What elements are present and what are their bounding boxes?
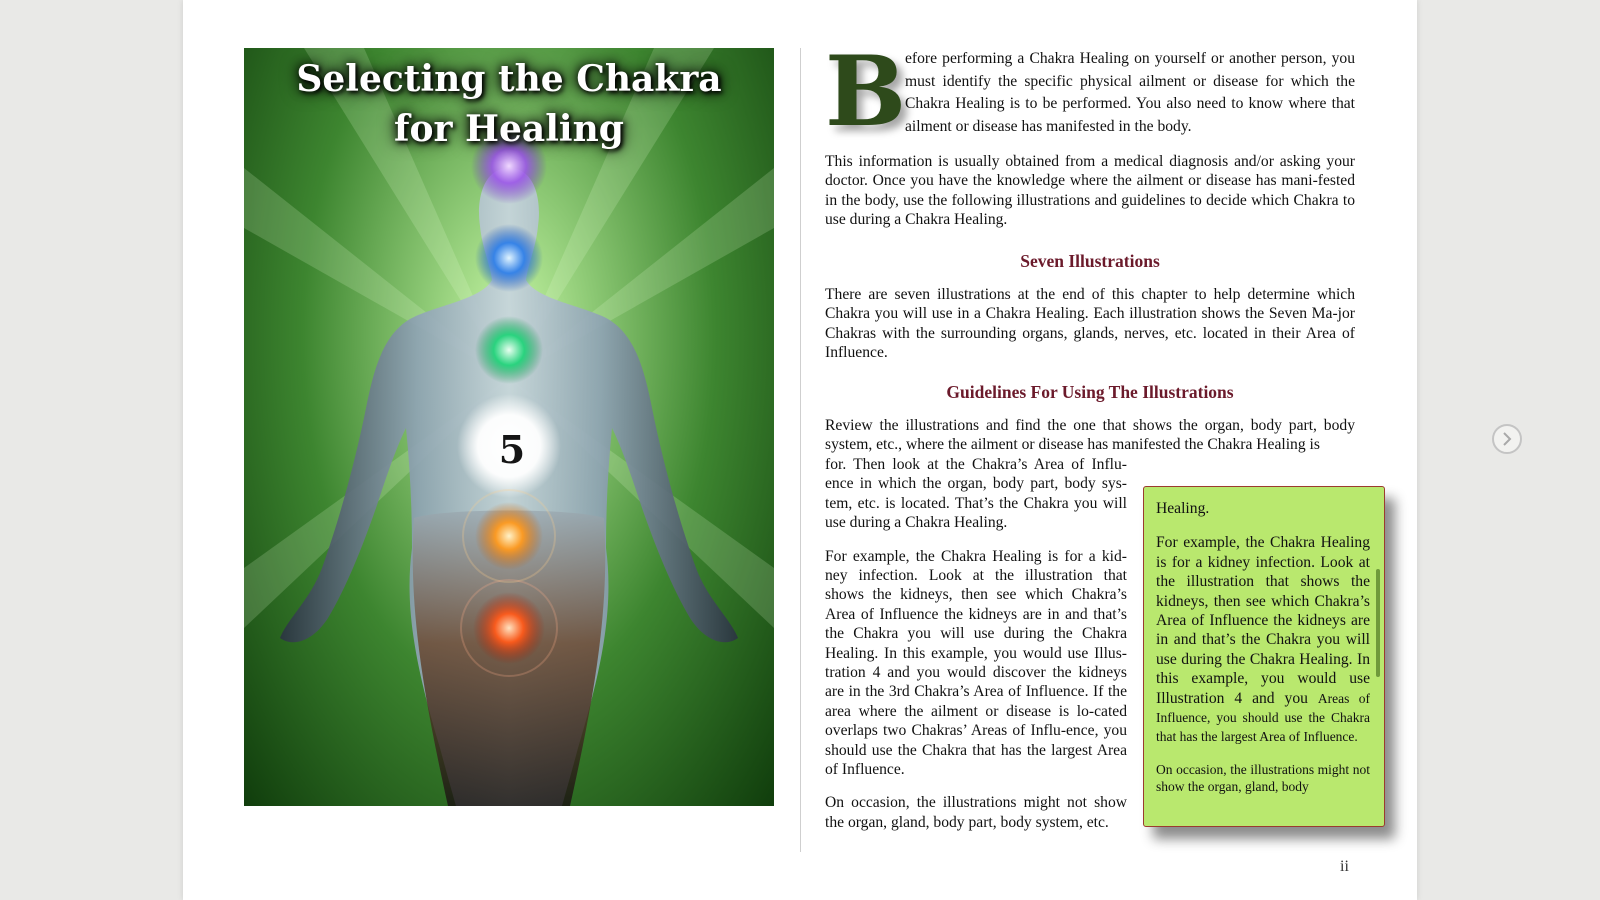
paragraph-6: On occasion, the illustrations might not show the organ, gland, body part, body system, etc. [825, 794, 1127, 831]
paragraph-3: There are seven illustrations at the end of this chapter to help determine which Chakra you will use in a Chakra Healing. Each illustration shows the Seven Ma-jor Chakras with the surrounding organs, glands, nerves, etc. located in their Area of Influence. [825, 286, 1355, 362]
note-content [1156, 499, 1370, 795]
note-paragraph-1-small: Areas of Influence, you should use the Chakra that has the largest Area of Influence. [1156, 690, 1370, 745]
cover-title [244, 54, 774, 154]
paragraph-4-continued: for. Then look at the Chakra’s Area of Influ-ence in which the organ, body part, body sys-tem, etc. is located. That’s the Chakra you will use during a Chakra Healing. [825, 455, 1127, 532]
intro-text: efore performing a Chakra Healing on yourself or another person, you must identify the specific physical ailment or disease for which the Chakra Healing is to be performed. You also need to know where that ailment or disease has manifested in the body. [905, 50, 1355, 135]
note-paragraph-1 [1156, 533, 1370, 746]
heading-guidelines: Guidelines For Using The Illustrations [946, 381, 1234, 402]
note-paragraph-1-text: For example, the Chakra Healing is for a kidney infection. Look at the illustration that shows the kidneys, then see which Chakra’s Area of Influence the kidneys are in and that’s the Chakra you will use during the Chakra Healing. In this example, you would use Illustration 4 and you [1156, 534, 1370, 707]
paragraph-5: For example, the Chakra Healing is for a kid-ney infection. Look at the illustration that shows the kidneys, then see which Chakra’s Area of Influence the kidneys are in and that’s the Chakra you will use during the Chakra Healing. In this example, you would use Illus-tration 4 and you would discover the kidneys are in the 3rd Chakra’s Area of Influence. If the area where the ailment or disease is lo-cated overlaps two Chakras’ Areas of Influ-ence, you should use the Chakra that has the largest Area of Influence. [825, 547, 1127, 778]
drop-cap: B [825, 35, 907, 148]
paragraph-4: Review the illustrations and find the one that shows the organ, body part, body system, etc., where the ailment or disease has manifested the Chakra Healing is [825, 417, 1355, 454]
chakra-number-label: 5 [498, 427, 526, 472]
next-page-button[interactable] [1492, 424, 1522, 454]
column-divider [800, 48, 801, 852]
note-line-1: Healing. [1156, 500, 1210, 517]
chakra-illustration [244, 48, 774, 806]
paragraph-2: This information is usually obtained from a medical diagnosis and/or asking your doctor. Once you have the knowledge where the ailment or disease has mani-fested in the body, use the following illustrations and guidelines to decide which Chakra to use during a Chakra Healing. [825, 153, 1355, 229]
popup-note[interactable] [1143, 486, 1385, 827]
cover-title-line-2: for Healing [394, 108, 624, 150]
note-scrollbar[interactable] [1376, 569, 1380, 677]
page-number: ii [1340, 858, 1349, 875]
intro-paragraph [825, 35, 1355, 148]
cover-title-line-1: Selecting the Chakra [296, 58, 722, 100]
note-paragraph-2: On occasion, the illustrations might not show the organ, gland, body [1156, 761, 1370, 794]
chevron-right-icon [1500, 432, 1514, 446]
heading-seven-illustrations: Seven Illustrations [1020, 250, 1160, 271]
